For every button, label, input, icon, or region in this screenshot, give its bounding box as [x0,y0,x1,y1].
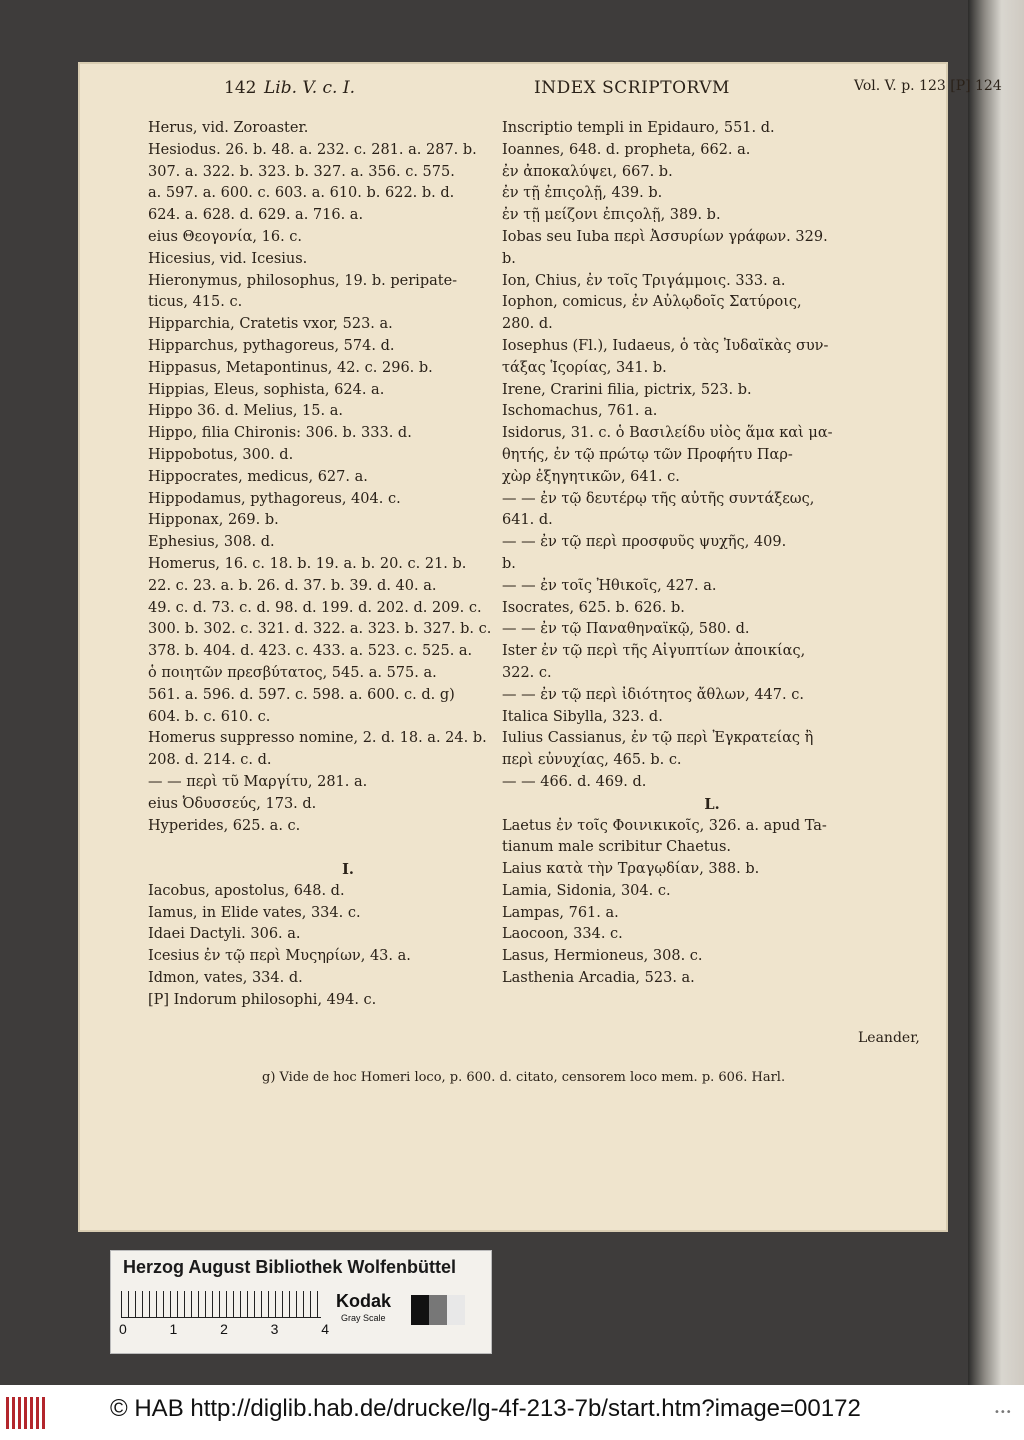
footer-dots-icon: ••• [994,1407,1012,1418]
index-entry-line: Iamus, in Elide vates, 334. c. [148,904,361,921]
index-entry-line: Iulius Cassianus, ἐν τῷ περὶ Ἐγκρατείας ἢ [502,730,814,747]
index-entry-line: Hippo 36. d. Melius, 15. a. [148,403,343,420]
index-entry-line: 280. d. [502,316,553,333]
index-entry-line: Ischomachus, 761. a. [502,403,658,420]
index-entry-line: Hippodamus, pythagoreus, 404. c. [148,490,401,507]
index-entry-line: 604. b. c. 610. c. [148,708,271,725]
index-entry-line: Icesius ἐν τῷ περὶ Μυςηρίων, 43. a. [148,948,411,965]
index-entry-line: b. [502,250,516,267]
index-entry-line: Homerus suppresso nomine, 2. d. 18. a. 24. b. [148,730,487,747]
index-entry-line: Laetus ἐν τοῖς Φοινικικοῖς, 326. a. apud Ta- [502,817,827,834]
adjacent-page-edge [968,0,1024,1385]
page-title: INDEX SCRIPTORVM [534,78,730,98]
index-entry-line: — — 466. d. 469. d. [502,773,647,790]
index-entry-line: Ister ἐν τῷ περὶ τῆς Αἰγυπτίων ἀποικίας, [502,643,806,660]
index-entry-line: ticus, 415. c. [148,294,243,311]
index-entry-line: I. [342,861,354,879]
index-entry-line: ἐν τῇ ἐπιςολῇ, 439. b. [502,185,663,202]
scale-ruler [121,1291,321,1318]
index-entry-line: Italica Sibylla, 323. d. [502,708,663,725]
index-entry-line: L. [704,795,720,813]
institution-name: Herzog August Bibliothek Wolfenbüttel [123,1257,456,1277]
index-entry-line: Iacobus, apostolus, 648. d. [148,882,345,899]
index-entry-line: χὼρ ἐξηγητικῶν, 641. c. [502,468,680,485]
index-entry-line: Hipparchia, Cratetis vxor, 523. a. [148,316,393,333]
index-entry-line: Isocrates, 625. b. 626. b. [502,599,685,616]
index-entry-line: Iophon, comicus, ἐν Αὐλῳδοῖς Σατύροις, [502,294,802,311]
index-entry-line: Laius κατὰ τὴν Τραγῳδίαν, 388. b. [502,861,760,878]
catchword: Leander, [858,1030,920,1046]
index-entry-line [148,837,548,859]
footnote: g) Vide de hoc Homeri loco, p. 600. d. citato, censorem loco mem. p. 606. Harl. [262,1070,786,1085]
page-number: 142 [224,78,257,98]
brand-name: Kodak [336,1291,392,1311]
library-label-card [110,1250,492,1354]
index-entry-line: Hippo, filia Chironis: 306. b. 333. d. [148,425,412,442]
right-index-column [502,118,922,990]
left-index-column [148,118,548,1012]
index-entry-line: 300. b. 302. c. 321. d. 322. a. 323. b. 327. b. c. [148,621,492,638]
scale-number: 2 [220,1321,228,1337]
gray-swatch-dark [411,1295,429,1325]
index-entry-line: Ioannes, 648. d. propheta, 662. a. [502,141,751,158]
index-entry-line: Hicesius, vid. Icesius. [148,250,308,267]
running-header [144,78,1024,106]
index-entry-line: θητής, ἐν τῷ πρώτῳ τῶν Προφήτυ Παρ- [502,446,793,463]
scale-number: 4 [321,1321,329,1337]
hab-logo-icon [6,1397,46,1429]
index-entry-line: 208. d. 214. c. d. [148,752,272,769]
index-entry-line: — — ἐν τῷ περὶ προσφυῦς ψυχῆς, 409. [502,534,787,551]
index-entry-line: — — ἐν τῷ δευτέρῳ τῆς αὐτῆς συντάξεως, [502,490,815,507]
index-entry-line: 641. d. [502,512,553,529]
index-entry-line: Inscriptio templi in Epidauro, 551. d. [502,120,775,136]
index-entry-line: Idmon, vates, 334. d. [148,970,303,987]
index-entry-line: Hipparchus, pythagoreus, 574. d. [148,337,395,354]
index-entry-line: Iosephus (Fl.), Iudaeus, ὁ τὰς Ἰυδαϊκὰς συν- [502,337,829,354]
index-entry-line: 307. a. 322. b. 323. b. 327. a. 356. c. 575. [148,163,455,180]
scale-number: 0 [119,1321,127,1337]
index-entry-line: ὁ ποιητῶν πρεσβύτατος, 545. a. 575. a. [148,664,437,681]
gray-swatch-mid [429,1295,447,1325]
index-entry-line: Homerus, 16. c. 18. b. 19. a. b. 20. c. 21. b. [148,555,467,572]
index-entry-line: Lasus, Hermioneus, 308. c. [502,948,703,965]
index-entry-line: Lampas, 761. a. [502,904,619,921]
index-entry-line: 561. a. 596. d. 597. c. 598. a. 600. c. d. g) [148,686,455,703]
index-entry-line: Ion, Chius, ἐν τοῖς Τριγάμμοις. 333. a. [502,272,786,289]
section-label: Lib. V. c. I. [264,78,355,98]
index-entry-line: 22. c. 23. a. b. 26. d. 37. b. 39. d. 40. a. [148,577,437,594]
index-entry-line: eius Θεογονία, 16. c. [148,228,303,245]
footer-credit: © HAB http://diglib.hab.de/drucke/lg-4f-213-7b/start.htm?image=00172 [110,1395,861,1422]
scale-numbers [119,1321,329,1337]
scale-number: 1 [169,1321,178,1337]
index-entry-line: Hippocrates, medicus, 627. a. [148,468,368,485]
index-entry-line: Hipponax, 269. b. [148,512,279,529]
index-entry-line: 49. c. d. 73. c. d. 98. d. 199. d. 202. d. 209. c. [148,599,482,616]
index-entry-line: 322. c. [502,664,552,681]
index-entry-line: b. [502,555,516,572]
index-entry-line: eius Ὀδυσσεύς, 173. d. [148,795,317,812]
index-entry-line: Hieronymus, philosophus, 19. b. peripate- [148,272,458,289]
index-entry-line: Ephesius, 308. d. [148,534,275,551]
index-entry-line: περὶ εὐνυχίας, 465. b. c. [502,752,682,769]
index-entry-line: — — περὶ τῦ Μαργίτυ, 281. a. [148,773,368,790]
index-entry-line: Isidorus, 31. c. ὁ Βασιλείδυ υἱὸς ἅμα καὶ μα- [502,425,833,442]
index-entry-line: [P] Indorum philosophi, 494. c. [148,991,377,1008]
index-entry-line: Idaei Dactyli. 306. a. [148,926,301,943]
index-entry-line: ἐν τῇ μείζονι ἐπιςολῇ, 389. b. [502,207,721,224]
gray-swatch-light [447,1295,465,1325]
index-entry-line: Herus, vid. Zoroaster. [148,120,309,136]
index-entry-line: 378. b. 404. d. 423. c. 433. a. 523. c. 525. a. [148,643,473,660]
index-entry-line: Lasthenia Arcadia, 523. a. [502,970,695,987]
index-entry-line: τάξας Ἱςορίας, 341. b. [502,359,667,376]
index-entry-line: a. 597. a. 600. c. 603. a. 610. b. 622. b. d. [148,185,455,202]
index-entry-line: — — ἐν τῷ περὶ ἰδιότητος ἄθλων, 447. c. [502,686,804,703]
volume-reference: Vol. V. p. 123 [P] 124 [854,78,1002,94]
index-entry-line: Hippias, Eleus, sophista, 624. a. [148,381,385,398]
index-entry-line: — — ἐν τοῖς Ἠθικοῖς, 427. a. [502,577,717,594]
index-entry-line: Hesiodus. 26. b. 48. a. 232. c. 281. a. 287. b. [148,141,477,158]
index-entry-line: Lamia, Sidonia, 304. c. [502,882,671,899]
index-entry-line: Hippobotus, 300. d. [148,446,294,463]
index-entry-line: Hippasus, Metapontinus, 42. c. 296. b. [148,359,433,376]
index-entry-line: Iobas seu Iuba περὶ Ἀσσυρίων γράφων. 329. [502,228,828,245]
brand-subtitle: Gray Scale [341,1313,386,1323]
index-entry-line: Irene, Crarini filia, pictrix, 523. b. [502,381,752,398]
index-entry-line: Laocoon, 334. c. [502,926,623,943]
index-entry-line: Hyperides, 625. a. c. [148,817,301,834]
footer-bar [0,1385,1024,1440]
scale-number: 3 [270,1321,279,1337]
index-entry-line: 624. a. 628. d. 629. a. 716. a. [148,207,364,224]
index-entry-line: tianum male scribitur Chaetus. [502,839,731,856]
index-entry-line: ἐν ἀποκαλύψει, 667. b. [502,163,673,180]
index-entry-line: — — ἐν τῷ Παναθηναϊκῷ, 580. d. [502,621,750,638]
